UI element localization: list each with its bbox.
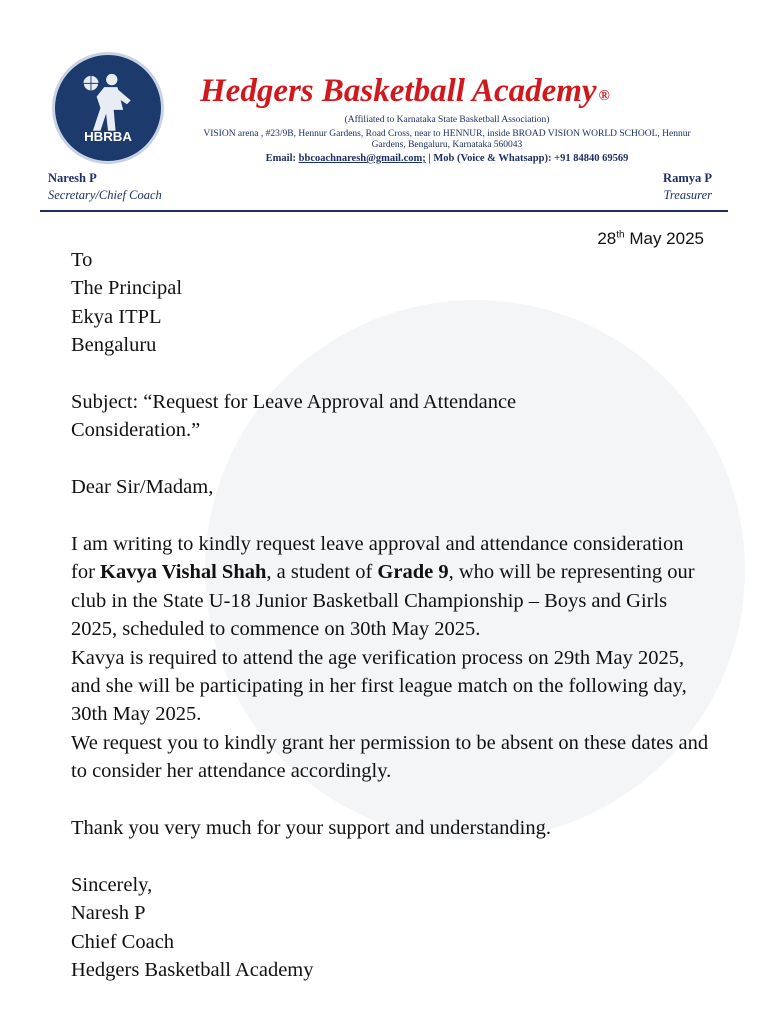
body-p1-a: I am writing to kindly request leave approval and attendance consideration for bbox=[71, 533, 684, 584]
treasurer-block bbox=[663, 170, 712, 204]
student-grade: Grade 9 bbox=[377, 561, 449, 584]
secretary-role: Secretary/Chief Coach bbox=[48, 188, 162, 202]
email-label: Email: bbox=[265, 153, 299, 164]
thanks-line: Thank you very much for your support and understanding. bbox=[71, 817, 551, 840]
date-rest: May 2025 bbox=[624, 229, 704, 248]
subject-line-1: Subject: “Request for Leave Approval and Attendance bbox=[71, 391, 517, 414]
address-school: Ekya ITPL bbox=[71, 305, 162, 328]
contact-line bbox=[182, 153, 712, 164]
org-title bbox=[200, 73, 710, 110]
email-link[interactable]: bbcoachnaresh@gmail.com; bbox=[298, 153, 426, 164]
header-divider bbox=[40, 210, 728, 212]
academy-logo bbox=[52, 52, 164, 164]
closing: Sincerely, bbox=[71, 873, 153, 896]
address bbox=[182, 129, 712, 151]
body-p1-b: , a student of bbox=[266, 561, 378, 584]
date-day: 28 bbox=[597, 229, 617, 248]
org-name: Hedgers Basketball Academy bbox=[200, 73, 597, 109]
letter-body bbox=[71, 246, 711, 984]
address-line-2: Gardens, Bengaluru, Karnataka 560043 bbox=[371, 140, 523, 150]
salutation: Dear Sir/Madam, bbox=[71, 476, 214, 499]
affiliation: (Affiliated to Karnataka State Basketball Association) bbox=[344, 115, 550, 125]
signer-name: Naresh P bbox=[71, 902, 146, 925]
logo-text: HBRBA bbox=[84, 129, 132, 145]
date-suffix: th bbox=[616, 229, 625, 241]
student-name: Kavya Vishal Shah bbox=[100, 561, 267, 584]
address-line-1: VISION arena , #23/9B, Hennur Gardens, Road Cross, near to HENNUR, inside BROAD VISION WORLD SCHOOL, Hennur bbox=[203, 129, 691, 139]
secretary-block bbox=[48, 170, 162, 204]
phone: | Mob (Voice & Whatsapp): +91 84840 69569 bbox=[425, 153, 629, 164]
address-city: Bengaluru bbox=[71, 334, 157, 357]
treasurer-name: Ramya P bbox=[663, 171, 712, 185]
body-paragraph-1 bbox=[71, 530, 711, 644]
body-paragraph-3: We request you to kindly grant her permission to be absent on these dates and to consider her attendance accordingly. bbox=[71, 731, 709, 783]
address-to: To bbox=[71, 249, 93, 271]
signer-org: Hedgers Basketball Academy bbox=[71, 959, 314, 982]
body-paragraph-2: Kavya is required to attend the age verification process on 29th May 2025, and she will be participating in her first league match on the following day, 30th May 2025. bbox=[71, 646, 687, 726]
registered-mark: ® bbox=[598, 88, 610, 104]
body-p1-c: , who will be representing our club in the State U-18 Junior Basketball Championship – Boys and Girls 2025, scheduled to commence on 30th May 2025. bbox=[71, 561, 695, 641]
secretary-name: Naresh P bbox=[48, 171, 97, 185]
treasurer-role: Treasurer bbox=[663, 188, 712, 202]
signer-title: Chief Coach bbox=[71, 930, 175, 953]
subject-line-2: Consideration.” bbox=[71, 419, 201, 442]
address-recipient: The Principal bbox=[71, 277, 183, 300]
